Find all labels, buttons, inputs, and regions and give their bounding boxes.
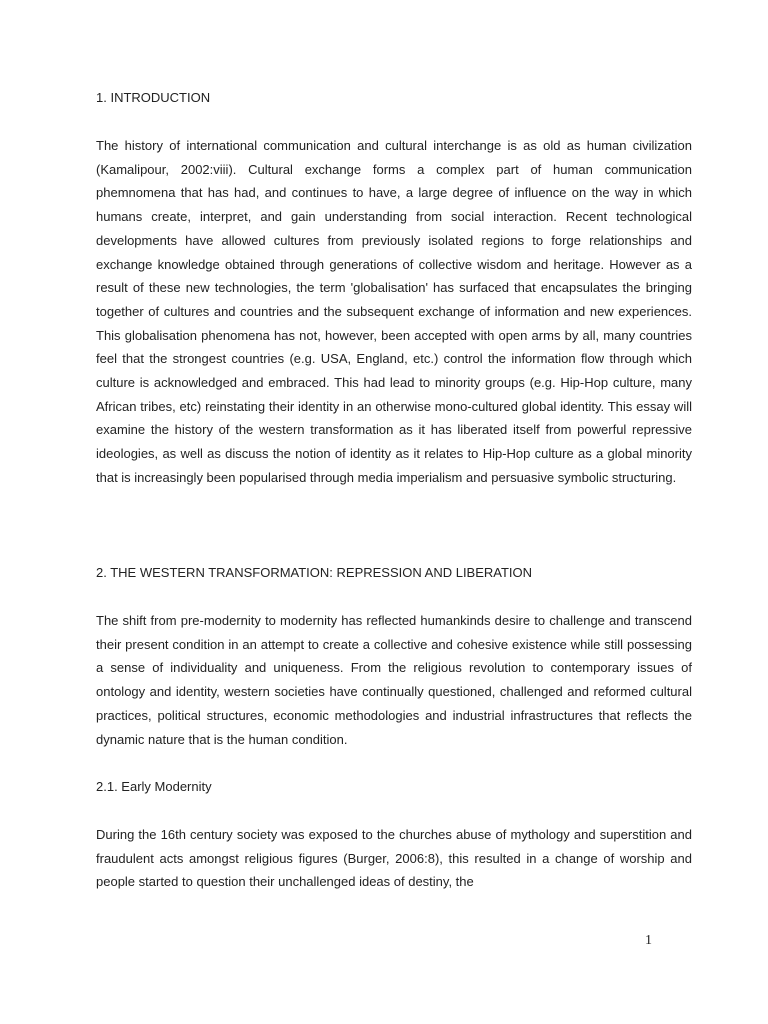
subsection-heading-early-modernity: 2.1. Early Modernity [96,779,212,794]
page-number: 1 [645,933,652,948]
paragraph-introduction: The history of international communication and cultural interchange is as old as human civilization (Kamalipour, 2002:viii). Cultural exchange forms a complex part of human communication phemnomena that has had, and continues to have, a large degree of influence on the way in which humans create, interpret, and gain understanding from social interaction. Recent technological developments have allowed cultures from previously isolated regions to forge relationships and exchange knowledge obtained through generations of collective wisdom and heritage. However as a result of these new technologies, the term 'globalisation' has surfaced that encapsulates the bringing together of cultures and countries and the subsequent exchange of information and new experiences. This globalisation phenomena has not, however, been accepted with open arms by all, many countries feel that the strongest countries (e.g. USA, England, etc.) control the information flow through which culture is acknowledged and embraced. This had lead to minority groups (e.g. Hip-Hop culture, many African tribes, etc) reinstating their identity in an otherwise mono-cultured global identity. This essay will examine the history of the western transformation as it has liberated itself from powerful repressive ideologies, as well as discuss the notion of identity as it relates to Hip-Hop culture as a global minority that is increasingly been popularised through media imperialism and persuasive symbolic structuring. [96,138,692,485]
section-heading-introduction: 1. INTRODUCTION [96,90,211,105]
paragraph-western-transformation: The shift from pre-modernity to modernity has reflected humankinds desire to challenge and transcend their present condition in an attempt to create a collective and cohesive existence while still possessing a sense of individuality and uniqueness. From the religious revolution to contemporary issues of ontology and identity, western societies have continually questioned, challenged and reformed cultural practices, political structures, economic methodologies and industrial infrastructures that reflects the dynamic nature that is the human condition. [96,613,692,747]
section-heading-western-transformation: 2. THE WESTERN TRANSFORMATION: REPRESSION AND LIBERATION [96,565,533,580]
paragraph-early-modernity: During the 16th century society was exposed to the churches abuse of mythology and superstition and fraudulent acts amongst religious figures (Burger, 2006:8), this resulted in a change of worship and people started to question their unchallenged ideas of destiny, the [96,827,692,890]
